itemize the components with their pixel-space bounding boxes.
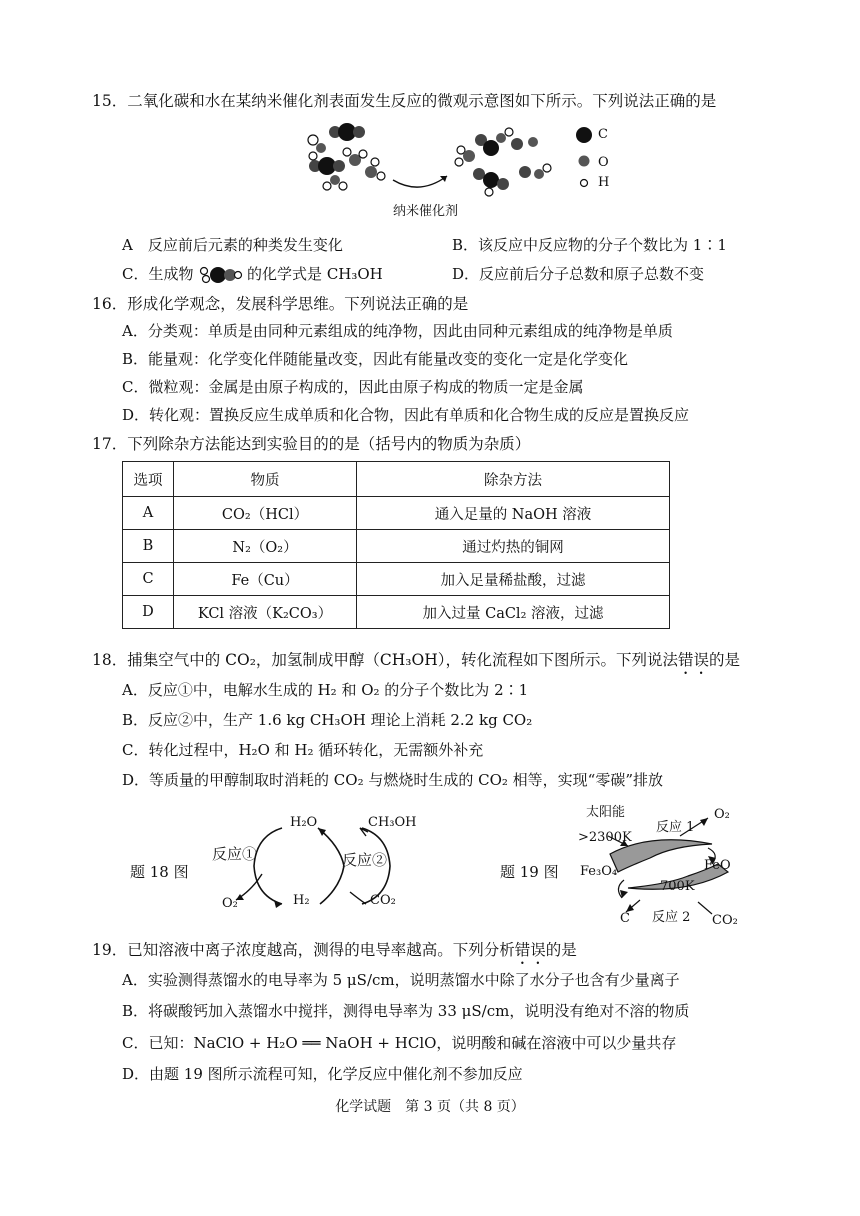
q18-option-a: A．反应①中，电解水生成的 H₂ 和 O₂ 的分子个数比为 2∶1	[122, 681, 529, 699]
q18-option-c: C．转化过程中，H₂O 和 H₂ 循环转化，无需额外补充	[122, 741, 484, 759]
q15-option-b: B．该反应中反应物的分子个数比为 1∶1	[452, 236, 727, 254]
table-header: 选项	[123, 462, 174, 497]
q18-stem	[92, 648, 740, 678]
figure-19-label: 题 19 图	[500, 863, 559, 881]
q17-stem: 17．下列除杂方法能达到实验目的的是（括号内的物质为杂质）	[92, 435, 531, 453]
fig19-fe3o4: Fe₃O₄	[580, 864, 618, 879]
q19-option-b: B．将碳酸钙加入蒸馏水中搅拌，测得电导率为 33 μS/cm，说明没有绝对不溶的物质	[122, 1002, 690, 1020]
methanol-molecule-icon	[198, 265, 242, 285]
q16-option-c: C．微粒观：金属是由原子构成的，因此由原子构成的物质一定是金属	[122, 378, 584, 396]
figure-18-label: 题 18 图	[130, 863, 189, 881]
fig18-o2: O₂	[222, 896, 238, 911]
reactant-molecules-icon	[308, 123, 385, 190]
fig19-reaction2: 反应 2	[652, 910, 691, 925]
q15-option-c-post: 的化学式是 CH₃OH	[247, 265, 383, 283]
fig19-reaction1: 反应 1	[656, 820, 695, 835]
page-footer: 化学试题 第 3 页（共 8 页）	[335, 1099, 525, 1115]
fig19-co2: CO₂	[712, 913, 738, 928]
table-cell: CO₂（HCl）	[174, 497, 357, 530]
table-cell: Fe（Cu）	[174, 563, 357, 596]
table-cell: 通入足量的 NaOH 溶液	[357, 497, 670, 530]
fig18-h2: H₂	[293, 893, 310, 908]
table-cell: 加入足量稀盐酸，过滤	[357, 563, 670, 596]
q19-option-c: C．已知：NaClO + H₂O ══ NaOH + HClO，说明酸和碱在溶液中可以少量共存	[122, 1034, 677, 1052]
table-header: 除杂方法	[357, 462, 670, 497]
table-row	[123, 596, 670, 629]
catalyst-label: 纳米催化剂	[393, 204, 459, 219]
q19-option-a: A．实验测得蒸馏水的电导率为 5 μS/cm，说明蒸馏水中除了水分子也含有少量离子	[122, 971, 680, 989]
q19-stem-pre: 19．已知溶液中离子浓度越高，测得的电导率越高。下列分析	[92, 941, 515, 959]
table-cell: C	[123, 563, 174, 596]
q16-stem: 16．形成化学观念，发展科学思维。下列说法正确的是	[92, 295, 469, 313]
table-cell: KCl 溶液（K₂CO₃）	[174, 596, 357, 629]
table-cell: D	[123, 596, 174, 629]
fig19-c: C	[620, 911, 630, 926]
q19-stem	[92, 938, 577, 968]
table-cell: 加入过量 CaCl₂ 溶液，过滤	[357, 596, 670, 629]
table-cell: A	[123, 497, 174, 530]
fig18-h2o: H₂O	[290, 815, 318, 830]
fig18-reaction1: 反应①	[212, 845, 258, 863]
q19-option-d: D．由题 19 图所示流程可知，化学反应中催化剂不参加反应	[122, 1065, 523, 1083]
q19-stem-mark: 错误	[514, 941, 546, 959]
legend-carbon: C	[598, 127, 608, 142]
q19-stem-post: 的是	[545, 941, 577, 959]
table-cell: B	[123, 530, 174, 563]
q18-stem-mark: 错误	[678, 651, 710, 669]
q18-stem-pre: 18．捕集空气中的 CO₂，加氢制成甲醇（CH₃OH），转化流程如下图所示。下列说法	[92, 651, 678, 669]
fig18-reaction2: 反应②	[342, 851, 388, 869]
fig19-sun: 太阳能	[586, 805, 626, 820]
fig19-o2: O₂	[714, 807, 730, 822]
fig19-temp2: 700K	[660, 879, 695, 894]
q16-option-a: A．分类观：单质是由同种元素组成的纯净物，因此由同种元素组成的纯净物是单质	[122, 322, 673, 340]
atom-legend-icon	[574, 127, 594, 193]
q16-option-b: B．能量观：化学变化伴随能量改变，因此有能量改变的变化一定是化学变化	[122, 350, 629, 368]
table-header-row	[123, 462, 670, 497]
q15-stem: 15．二氧化碳和水在某纳米催化剂表面发生反应的微观示意图如下所示。下列说法正确的是	[92, 92, 717, 110]
q18-option-b: B．反应②中，生产 1.6 kg CH₃OH 理论上消耗 2.2 kg CO₂	[122, 711, 533, 729]
q15-option-c-pre: C．生成物	[122, 265, 194, 283]
legend-hydrogen: H	[598, 175, 610, 190]
table-row	[123, 530, 670, 563]
fig18-co2: CO₂	[370, 893, 396, 908]
q15-option-d: D．反应前后分子总数和原子总数不变	[452, 265, 705, 283]
legend-oxygen: O	[598, 155, 609, 170]
q15-option-a: A 反应前后元素的种类发生变化	[122, 236, 343, 254]
table-row	[123, 563, 670, 596]
table-row	[123, 497, 670, 530]
q18-stem-post: 的是	[709, 651, 741, 669]
table-cell: 通过灼热的铜网	[357, 530, 670, 563]
fig19-feo: FeO	[704, 858, 731, 873]
q16-option-d: D．转化观：置换反应生成单质和化合物，因此有单质和化合物生成的反应是置换反应	[122, 406, 690, 424]
fig18-ch3oh: CH₃OH	[368, 815, 417, 830]
table-header: 物质	[174, 462, 357, 497]
q15-option-c	[122, 263, 383, 285]
product-molecules-icon	[455, 128, 551, 196]
table-cell: N₂（O₂）	[174, 530, 357, 563]
q18-option-d: D．等质量的甲醇制取时消耗的 CO₂ 与燃烧时生成的 CO₂ 相等，实现“零碳”排放	[122, 771, 664, 789]
reaction-arrow-icon	[393, 176, 447, 187]
fig19-temp1: >2300K	[578, 830, 632, 845]
purification-table	[122, 461, 670, 629]
